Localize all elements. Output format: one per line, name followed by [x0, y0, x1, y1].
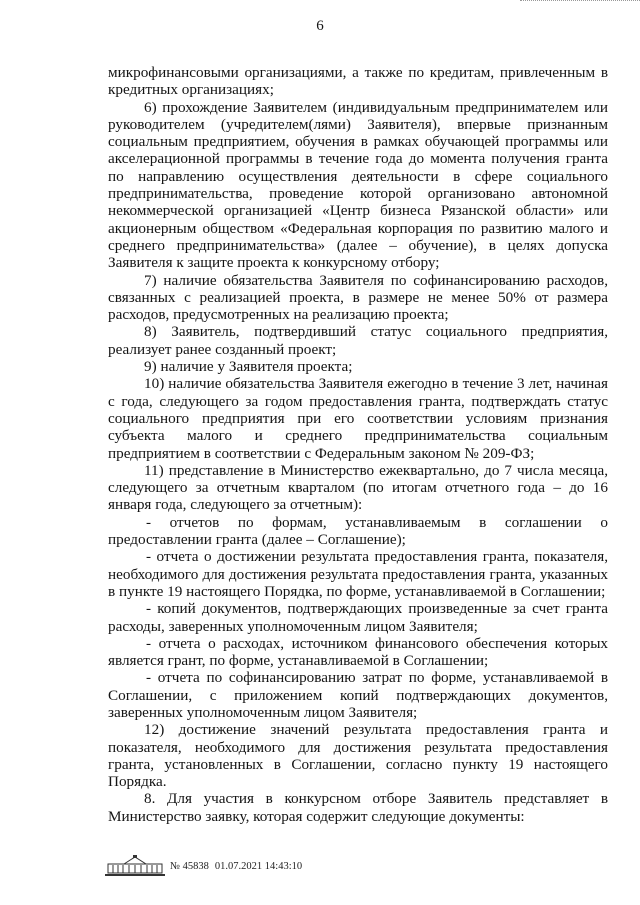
p-dash-4: - отчета о расходах, источником финансового обеспечения которых является грант, по форме, устанавливаемой в Соглашении; [108, 634, 608, 670]
scan-edge-mark [520, 0, 640, 7]
p-dash-5: - отчета по софинансированию затрат по форме, устанавливаемой в Соглашении, с приложением копий подтверждающих документов, заверенных уполномоченным лицом Заявителя; [108, 669, 608, 721]
p-item-7: 7) наличие обязательства Заявителя по софинансированию расходов, связанных с реализацией проекта, в размере не менее 50% от размера расходов, предусмотренных на реализацию проекта; [108, 271, 608, 324]
p-item-9: 9) наличие у Заявителя проекта; [144, 358, 353, 376]
p-item-8: 8) Заявитель, подтвердивший статус социального предприятия, реализует ранее созданный проект; [108, 323, 608, 358]
p-continuation: микрофинансовыми организациями, а также по кредитам, привлеченным в кредитных организациях; [108, 64, 608, 99]
footer-doc-number: № 45838 [170, 860, 209, 872]
p-item-11: 11) представление в Министерство ежеквартально, до 7 числа месяца, следующего за отчетным кварталом (по итогам отчетного года – до 16 января года, следующего за отчетным): [108, 461, 608, 514]
document-footer [104, 855, 302, 877]
p-section-8: 8. Для участия в конкурсном отборе Заявитель представляет в Министерство заявку, которая содержит следующие документы: [108, 790, 608, 825]
footer-timestamp: 01.07.2021 14:43:10 [214, 860, 303, 872]
p-item-12: 12) достижение значений результата предоставления гранта и показателя, необходимого для достижения результата предоставления гранта, установленных в Соглашении, согласно пункту 19 настоящего Порядка. [108, 721, 608, 791]
footer-stamp [170, 861, 302, 872]
p-dash-3: - копий документов, подтверждающих произведенные за счет гранта расходы, заверенных уполномоченным лицом Заявителя; [108, 600, 608, 635]
government-building-logo-icon [104, 855, 166, 877]
p-dash-1: - отчетов по формам, устанавливаемым в соглашении о предоставлении гранта (далее – Соглашение); [108, 513, 608, 549]
p-item-10: 10) наличие обязательства Заявителя ежегодно в течение 3 лет, начиная с года, следующего за годом предоставления гранта, подтверждать статус социального предприятия при его соответствии условиям признания субъекта малого и среднего предпринимательства социальным предприятием в соответствии с Федеральным законом № 209-ФЗ; [108, 375, 608, 462]
p-dash-2: - отчета о достижении результата предоставления гранта, показателя, необходимого для достижения результата предоставления гранта, указанных в пункте 19 настоящего Порядка, по форме, устанавливаемой в Соглашении; [108, 548, 608, 600]
document-body [108, 64, 608, 825]
p-item-6: 6) прохождение Заявителем (индивидуальным предпринимателем или руководителем (учредителем(лями) Заявителя), впервые признанным социальным предприятием, обучения в рамках обучающей программы или акселерационной программы в течение года до момента получения гранта по направлению осуществления деятельности в сфере социального предпринимательства, проведение которой организовано автономной некоммерческой организацией «Центр бизнеса Рязанской области» или акционерным обществом «Федеральная корпорация по развитию малого и среднего предпринимательства» (далее – обучение), в целях допуска Заявителя к защите проекта к конкурсному отбору; [108, 98, 608, 272]
page-number: 6 [316, 18, 324, 34]
